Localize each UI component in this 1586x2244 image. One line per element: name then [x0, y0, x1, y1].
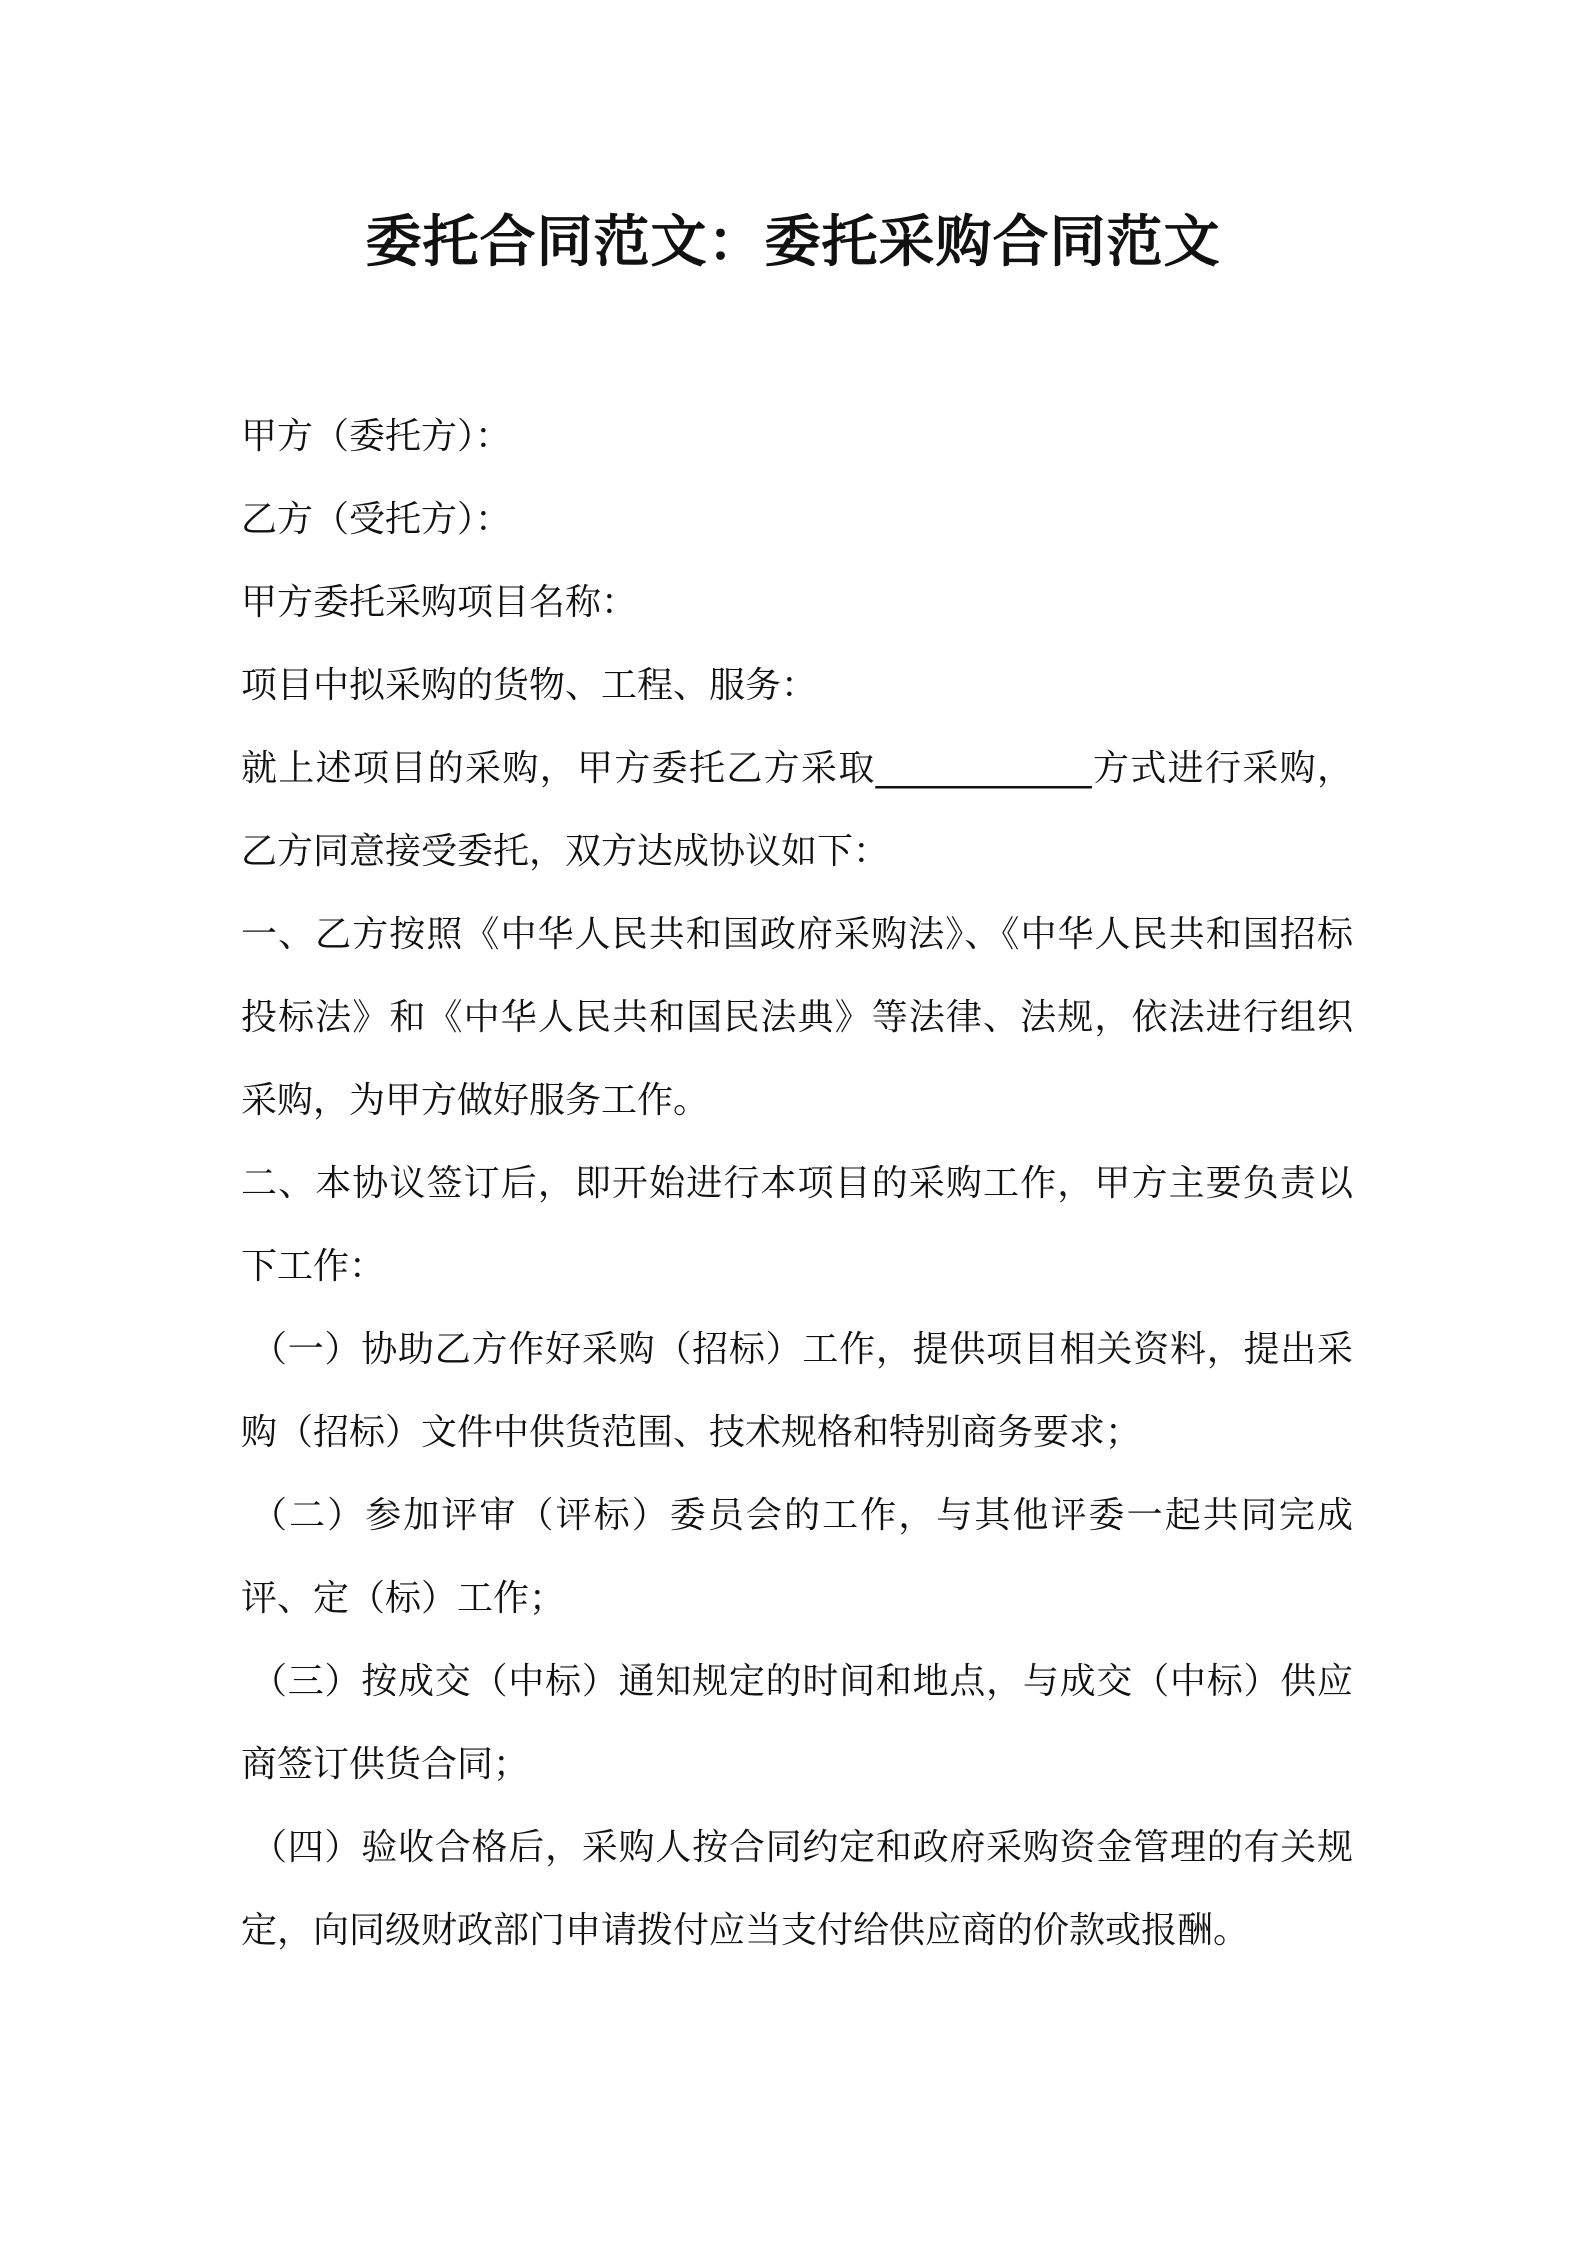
clause-two-item-4: （四）验收合格后，采购人按合同约定和政府采购资金管理的有关规定，向同级财政部门申请拨付应当支付给供应商的价款或报酬。 [241, 1827, 1353, 1951]
procurement-items-line: 项目中拟采购的货物、工程、服务： [241, 665, 818, 706]
clause-two-item-2: （二）参加评审（评标）委员会的工作，与其他评委一起共同完成评、定（标）工作； [241, 1495, 1353, 1619]
procurement-method-paragraph: 就上述项目的采购，甲方委托乙方采取____________方式进行采购，乙方同意接受委托，双方达成协议如下： [241, 748, 1353, 872]
project-name-line: 甲方委托采购项目名称： [241, 582, 638, 623]
clause-one: 一、乙方按照《中华人民共和国政府采购法》、《中华人民共和国招标投标法》和《中华人民共和国民法典》等法律、法规，依法进行组织采购，为甲方做好服务工作。 [241, 914, 1353, 1121]
party-b-line: 乙方（受托方）： [241, 499, 512, 540]
clause-two-item-3: （三）按成交（中标）通知规定的时间和地点，与成交（中标）供应商签订供货合同； [241, 1661, 1353, 1785]
clause-two: 二、本协议签订后，即开始进行本项目的采购工作，甲方主要负责以下工作： [241, 1163, 1353, 1287]
party-a-line: 甲方（委托方）： [241, 416, 512, 457]
clause-two-item-1: （一）协助乙方作好采购（招标）工作，提供项目相关资料，提出采购（招标）文件中供货范围、技术规格和特别商务要求； [241, 1329, 1353, 1453]
document-body [241, 395, 1353, 1972]
document-title: 委托合同范文：委托采购合同范文 [365, 210, 1221, 275]
